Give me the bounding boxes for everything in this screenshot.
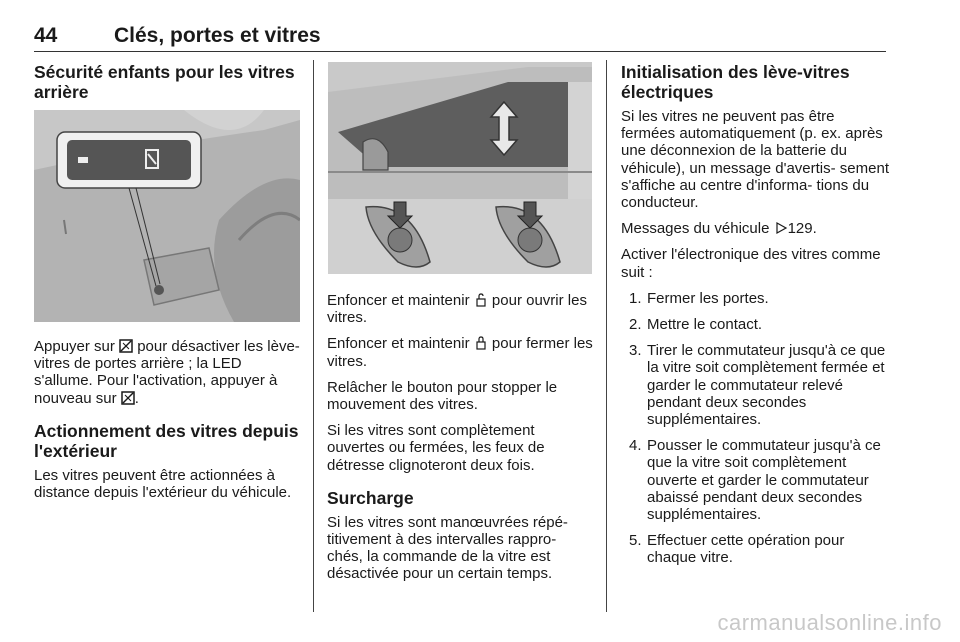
exterior-paragraph: Les vitres peuvent être actionnées à distance depuis l'extérieur du véhicule. xyxy=(34,466,292,502)
step-number: 1. xyxy=(629,289,642,307)
step-number: 4. xyxy=(629,437,642,455)
header-rule xyxy=(34,51,886,52)
step-text: Effectuer cette opération pour chaque vitre. xyxy=(647,532,845,567)
step-item xyxy=(621,437,889,523)
step-item xyxy=(621,532,889,566)
reference-text: Messages du véhicule xyxy=(621,220,774,238)
step-number: 3. xyxy=(629,342,642,360)
step-text: Mettre le contact. xyxy=(647,316,763,334)
step-text: Tirer le commutateur jusqu'à ce que la vitre soit complètement fermée et garder le commutateur relevé pendant deux secondes supplémentaires. xyxy=(647,342,886,429)
column-2 xyxy=(327,62,593,592)
section-heading-child-safety: Sécurité enfants pour les vitres arrière xyxy=(34,62,295,102)
child-safety-paragraph xyxy=(34,338,300,407)
activation-steps xyxy=(621,290,889,567)
step-text: Fermer les portes. xyxy=(647,289,769,307)
child-safety-text-c: . xyxy=(134,389,139,407)
column-divider-2 xyxy=(606,60,607,612)
section-heading-initialisation: Initialisation des lève-vitres électriques xyxy=(621,62,850,102)
watermark: carmanualsonline.info xyxy=(717,610,942,635)
window-lock-icon xyxy=(119,339,133,353)
column-divider-1 xyxy=(313,60,314,612)
release-paragraph: Relâcher le bouton pour stopper le mouvement des vitres. xyxy=(327,378,558,414)
reference-page: 129. xyxy=(787,220,817,238)
initialisation-paragraph: Si les vitres ne peuvent pas être fermées automatiquement (p. ex. après une déconnexion de la batterie du véhicule), un message d'avertis- sement s'affiche au centre d'informa- tions du conducteur. xyxy=(621,108,889,212)
car-window-key-illustration xyxy=(328,62,592,274)
activation-intro: Activer l'électronique des vitres comme suit : xyxy=(621,246,881,281)
step-item xyxy=(621,316,889,333)
unlock-icon xyxy=(474,293,488,307)
step-number: 2. xyxy=(629,316,642,334)
door-panel-illustration xyxy=(34,110,300,322)
close-windows-paragraph xyxy=(327,335,593,369)
page-header xyxy=(34,24,886,50)
step-text: Pousser le commutateur jusqu'à ce que la vitre soit complètement ouverte et garder le commutateur abaissé pendant deux secondes supplémentaires. xyxy=(647,437,881,524)
chapter-title: Clés, portes et vitres xyxy=(114,24,321,47)
open-text-b: pour ouvrir les vitres. xyxy=(327,292,587,327)
close-text-b: pour fermer les vitres. xyxy=(327,335,593,370)
section-heading-exterior: Actionnement des vitres depuis l'extérieur xyxy=(34,420,299,461)
step-number: 5. xyxy=(629,532,642,550)
step-item xyxy=(621,290,889,307)
column-3 xyxy=(621,62,889,576)
overload-paragraph: Si les vitres sont manœuvrées répé- titivement à des intervalles rappro- chés, la commande de la vitre est désactivée pour un certain temps. xyxy=(327,513,568,583)
child-safety-text-a: Appuyer sur xyxy=(34,338,120,355)
column-1 xyxy=(34,62,300,510)
child-safety-text-b: pour désactiver les lève-vitres de portes arrière ; la LED s'allume. Pour l'activation, appuyer à nouveau sur xyxy=(34,338,300,407)
lock-icon xyxy=(474,336,488,350)
hazard-paragraph: Si les vitres sont complètement ouvertes ou fermées, les feux de détresse clignoteront deux fois. xyxy=(327,422,545,474)
triangle-ref-icon xyxy=(774,221,788,235)
open-text-a: Enfoncer et maintenir xyxy=(327,292,474,309)
vehicle-messages-reference xyxy=(621,220,889,237)
close-text-a: Enfoncer et maintenir xyxy=(327,335,474,353)
open-windows-paragraph xyxy=(327,292,593,326)
page-number: 44 xyxy=(34,24,58,47)
step-item xyxy=(621,342,889,428)
section-heading-overload: Surcharge xyxy=(327,487,414,508)
window-lock-icon xyxy=(121,391,135,405)
